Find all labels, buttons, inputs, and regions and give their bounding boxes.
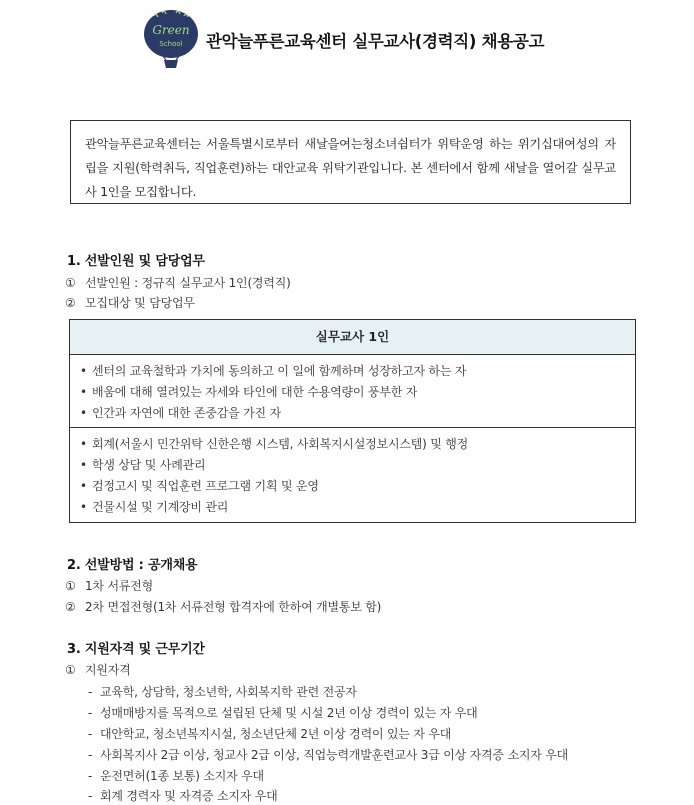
logo-text-bottom: School	[159, 40, 183, 48]
table-header: 실무교사 1인	[70, 320, 635, 355]
table-row: • 회계(서울시 민간위탁 신한은행 시스템, 사회복지시설정보시스템) 및 행정	[80, 437, 469, 451]
list-item: ② 2차 면접전형(1차 서류전형 합격자에 한하여 개별통보 함)	[65, 600, 382, 614]
page-header	[142, 8, 544, 76]
table-row: • 인간과 자연에 대한 존중감을 가진 자	[80, 406, 281, 420]
logo-text-top: Green	[152, 23, 190, 37]
section-title: 1. 선발인원 및 담당업무	[67, 254, 205, 269]
table-row: • 건물시설 및 기계장비 관리	[80, 500, 229, 514]
intro-box: 관악늘푸른교육센터는 서울특별시로부터 새날을여는청소녀쉼터가 위탁운영 하는 위기십대여성의 자립을 지원(학력취득, 직업훈련)하는 대안교육 위탁기관입니다. 본 센터에서 함께 새날을 열어갈 실무교사 1인을 모집합니다.	[70, 120, 631, 204]
green-school-balloon-logo	[142, 8, 200, 76]
table-row: • 학생 상담 및 사례관리	[80, 458, 206, 472]
list-item: ② 모집대상 및 담당업무	[65, 296, 195, 310]
list-item: ① 선발인원 : 정규직 실무교사 1인(경력직)	[65, 276, 291, 290]
list-item: - 회계 경력자 및 자격증 소지자 우대	[88, 789, 278, 803]
section-title: 2. 선발방법 : 공개채용	[67, 558, 198, 573]
table-row: • 검정고시 및 직업훈련 프로그램 기획 및 운영	[80, 479, 319, 493]
list-item: - 사회복지사 2급 이상, 청교사 2급 이상, 직업능력개발훈련교사 3급 이상 자격증 소지자 우대	[88, 748, 569, 762]
section-title: 3. 지원자격 및 근무기간	[67, 642, 205, 657]
position-table	[69, 319, 636, 523]
page-title: 관악늘푸른교육센터 실무교사(경력직) 채용공고	[206, 32, 545, 51]
table-row: • 배움에 대해 열려있는 자세와 타인에 대한 수용역량이 풍부한 자	[80, 385, 418, 399]
list-item: - 성매매방지를 목적으로 설립된 단체 및 시설 2년 이상 경력이 있는 자 우대	[88, 706, 478, 720]
list-item: ① 지원자격	[65, 663, 131, 677]
duties-group	[70, 428, 635, 518]
qualities-group	[70, 355, 635, 428]
table-row: • 센터의 교육철학과 가치에 동의하고 이 일에 함께하며 성장하고자 하는 자	[80, 364, 467, 378]
list-item: ① 1차 서류전형	[65, 579, 154, 593]
list-item: - 교육학, 상담학, 청소년학, 사회복지학 관련 전공자	[88, 685, 357, 699]
list-item: - 대안학교, 청소년복지시설, 청소년단체 2년 이상 경력이 있는 자 우대	[88, 727, 452, 741]
list-item: - 운전면허(1종 보통) 소지자 우대	[88, 769, 264, 783]
